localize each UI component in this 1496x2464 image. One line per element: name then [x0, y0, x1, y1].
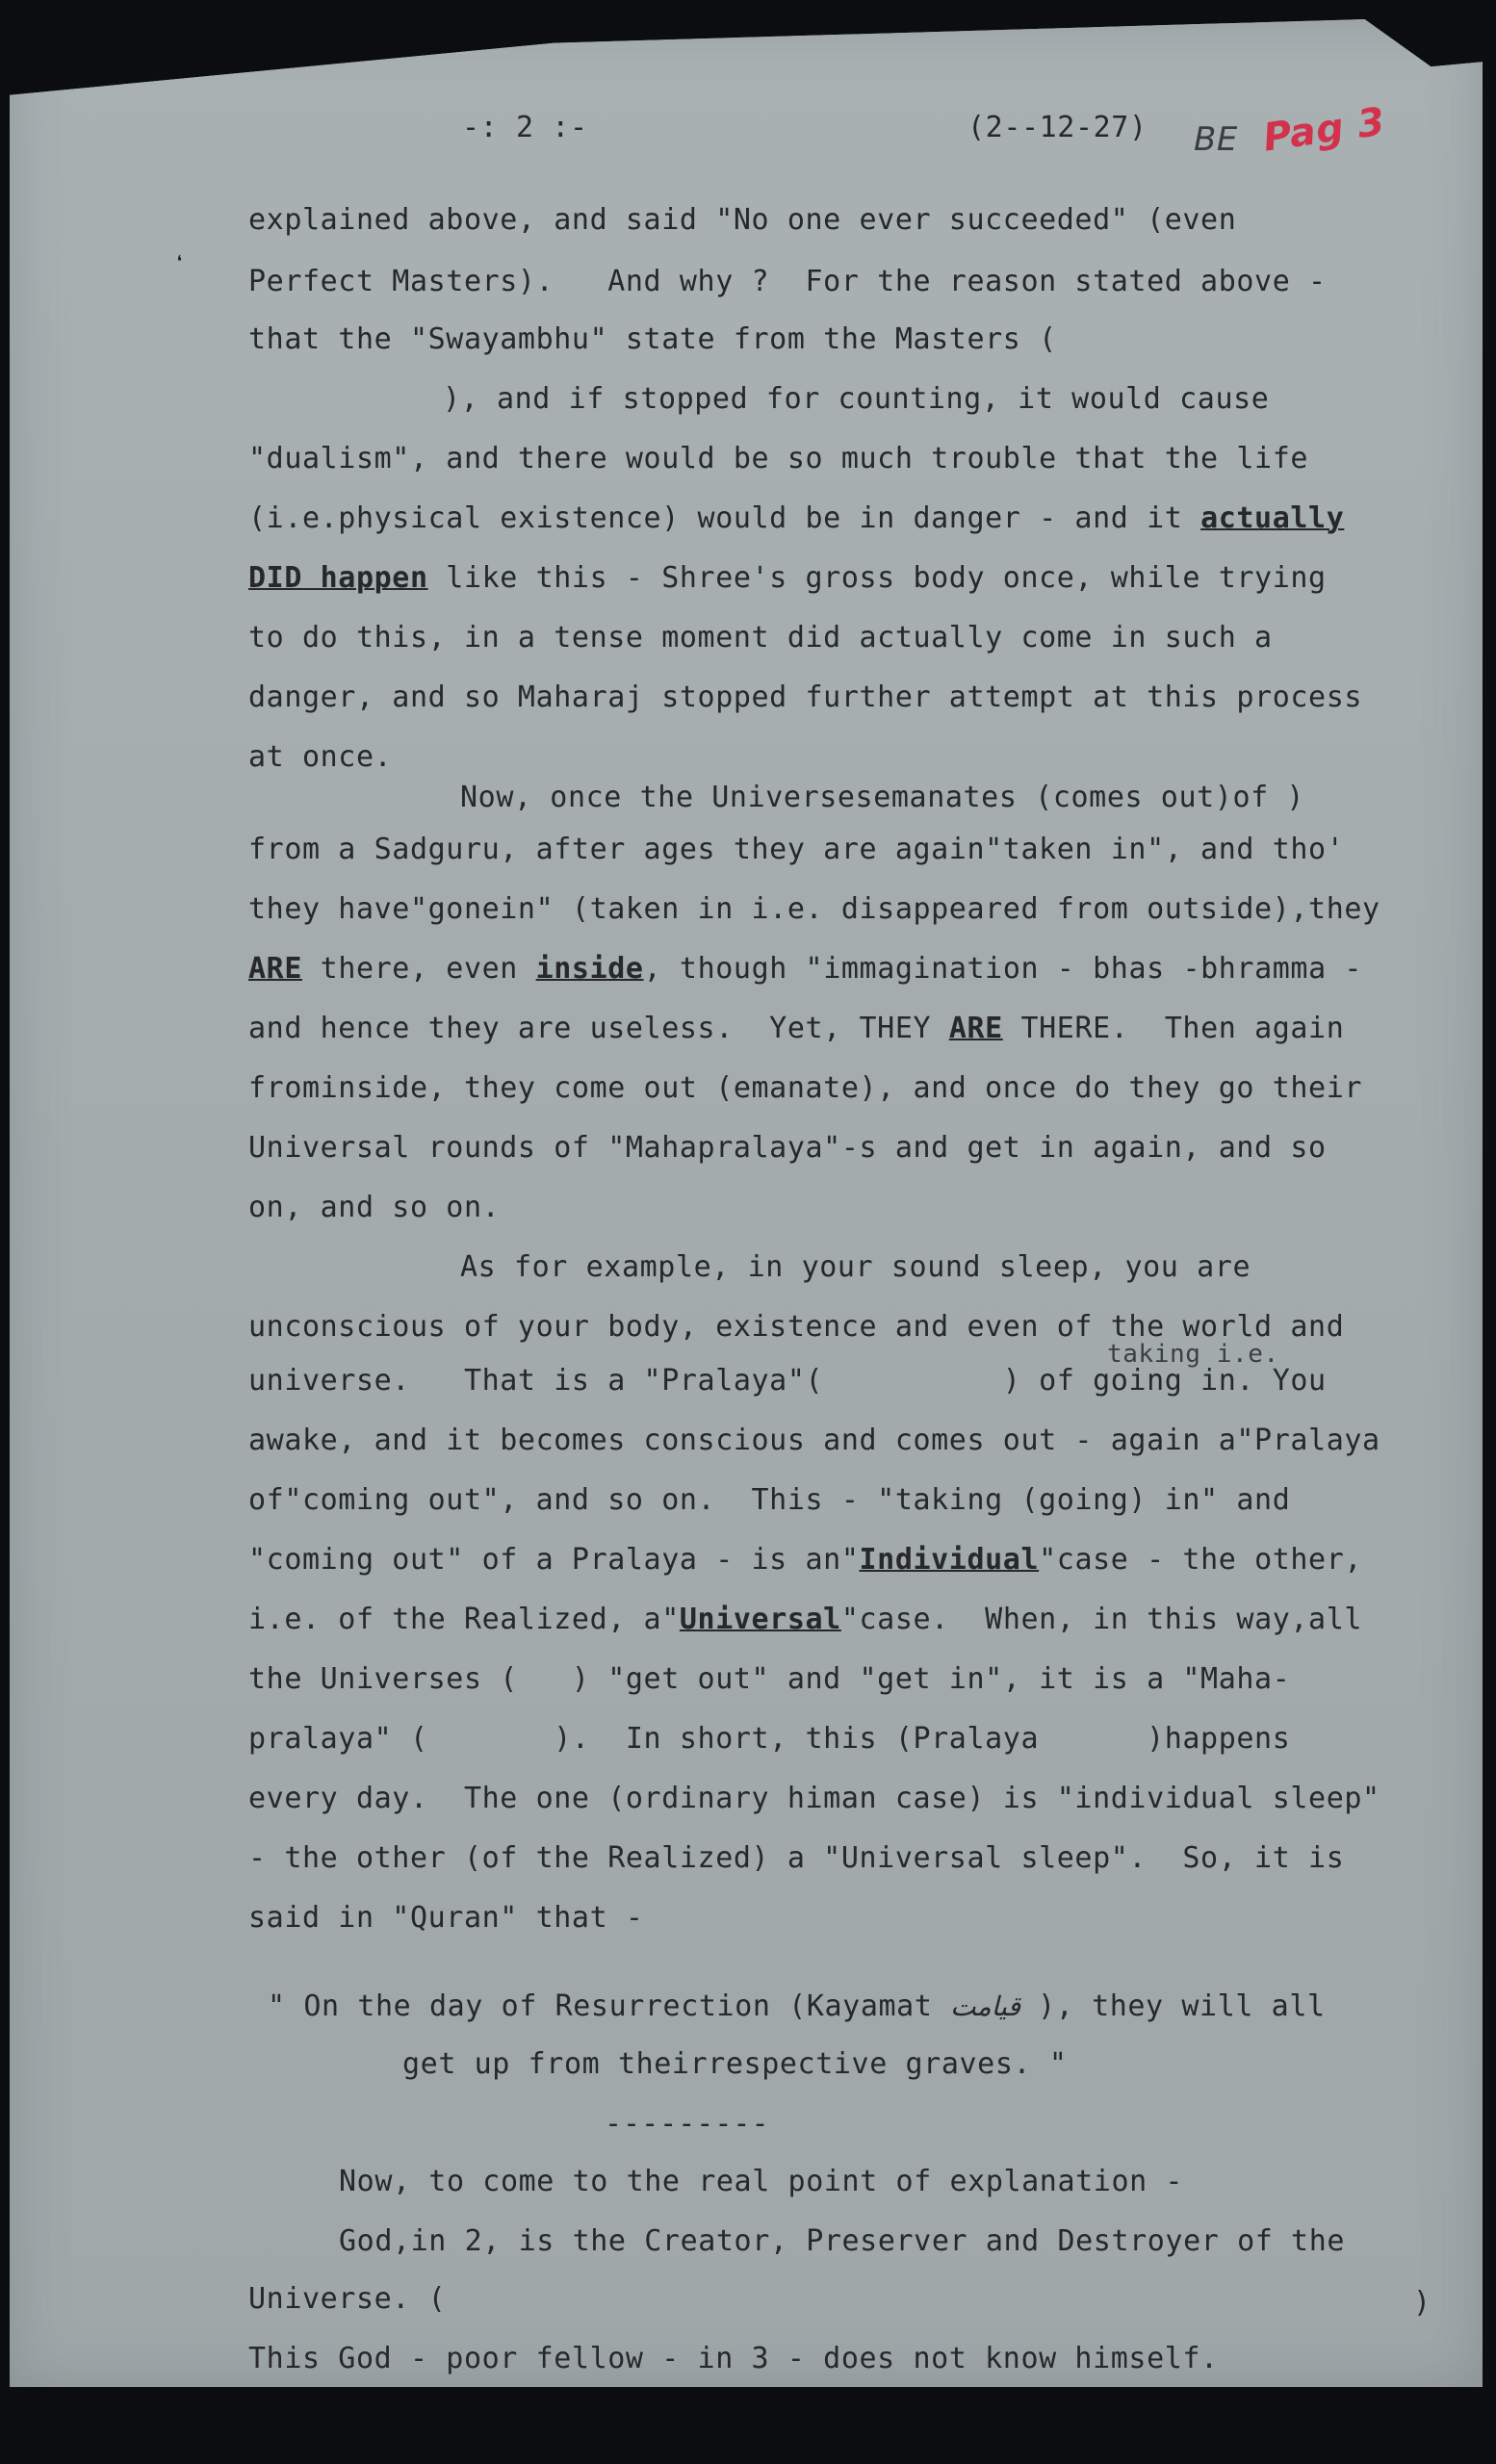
text-line: ARE there, even inside, though "immagination - bhas -bhramma -: [248, 952, 1363, 986]
text-line: explained above, and said "No one ever succeeded" (even: [248, 203, 1237, 237]
text-line: they have"gonein" (taken in i.e. disappeared from outside),they: [248, 892, 1380, 926]
text-line: Now, to come to the real point of explanation -: [339, 2165, 1184, 2198]
text-line: DID happen like this - Shree's gross body once, while trying: [248, 561, 1327, 595]
text-line: ): [1413, 2286, 1432, 2320]
text-line: and hence they are useless. Yet, THEY ARE THERE. Then again: [248, 1012, 1345, 1045]
arabic-annotation: قیامت: [950, 1990, 1021, 2022]
interlinear-note: taking i.e.: [1107, 1340, 1279, 1369]
text-line: to do this, in a tense moment did actually come in such a: [248, 621, 1273, 654]
text-line: on, and so on.: [248, 1191, 501, 1224]
text-line: from a Sadguru, after ages they are again"taken in", and tho': [248, 833, 1345, 866]
text-line: awake, and it becomes conscious and comes out - again a"Pralaya: [248, 1424, 1380, 1457]
text-line: danger, and so Maharaj stopped further attempt at this process: [248, 680, 1363, 714]
text-line: pralaya" ( ). In short, this (Pralaya )happens: [248, 1722, 1291, 1756]
text-line: - the other (of the Realized) a "Universal sleep". So, it is: [248, 1841, 1345, 1875]
text-line: i.e. of the Realized, a"Universal"case. When, in this way,all: [248, 1603, 1363, 1636]
margin-mark: ❛: [173, 252, 187, 276]
text-line: (i.e.physical existence) would be in danger - and it actually: [248, 501, 1345, 535]
text-line: unconscious of your body, existence and even of the world and: [248, 1310, 1345, 1344]
date-reference: (2--12-27): [967, 111, 1148, 144]
text-line: As for example, in your sound sleep, you are: [460, 1250, 1251, 1284]
text-line: universe. That is a "Pralaya"( ) of going in. You: [248, 1364, 1327, 1398]
text-line: frominside, they come out (emanate), and once do they go their: [248, 1071, 1363, 1105]
text-line: ), and if stopped for counting, it would cause: [443, 382, 1270, 416]
text-line: This God - poor fellow - in 3 - does not know himself.: [248, 2342, 1219, 2375]
text-line: Now, once the Universesemanates (comes out)of ): [460, 781, 1305, 814]
document-page: [10, 19, 1483, 2387]
text-line: Perfect Masters). And why ? For the reason stated above -: [248, 265, 1327, 298]
text-line: that the "Swayambhu" state from the Masters (: [248, 322, 1057, 356]
text-line: Universal rounds of "Mahapralaya"-s and get in again, and so: [248, 1131, 1327, 1165]
text-line: Universe. (: [248, 2282, 447, 2316]
quotation-line: get up from theirrespective graves. ": [402, 2047, 1068, 2081]
quotation-line: " On the day of Resurrection (Kayamat قیامت ), they will all: [268, 1989, 1326, 2023]
text-line: "coming out" of a Pralaya - is an"Individual"case - the other,: [248, 1543, 1363, 1577]
be-annotation: BE: [1194, 120, 1239, 159]
page-marker: -: 2 :-: [462, 111, 588, 144]
text-line: "dualism", and there would be so much trouble that the life: [248, 442, 1309, 475]
page-number-annotation: Pag 3: [1260, 99, 1388, 161]
text-line: the Universes ( ) "get out" and "get in", it is a "Maha-: [248, 1662, 1291, 1696]
separator: ---------: [605, 2107, 770, 2141]
text-line: every day. The one (ordinary himan case) is "individual sleep": [248, 1782, 1380, 1815]
text-line: of"coming out", and so on. This - "taking (going) in" and: [248, 1483, 1291, 1517]
text-line: said in "Quran" that -: [248, 1901, 644, 1935]
text-line: God,in 2, is the Creator, Preserver and Destroyer of the: [339, 2224, 1346, 2258]
text-line: at once.: [248, 740, 393, 774]
